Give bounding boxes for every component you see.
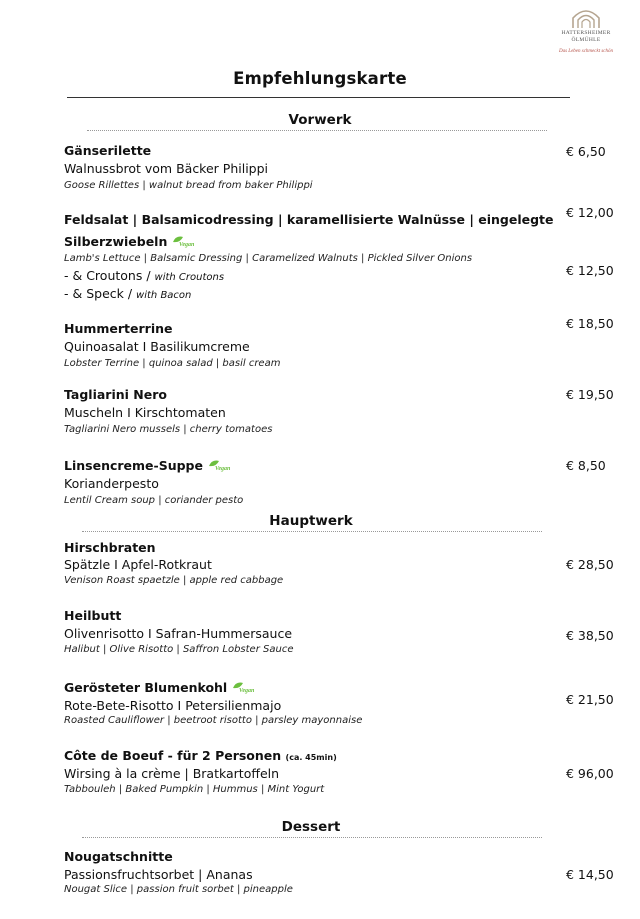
logo-name-line1: HATTERSHEIMER	[561, 30, 611, 36]
section-divider	[82, 531, 542, 532]
item-english: Nougat Slice | passion fruit sorbet | pineapple	[64, 884, 293, 895]
item-option-croutons: - & Croutons / with Croutons	[64, 268, 225, 283]
item-name: Heilbutt	[64, 608, 122, 623]
item-name: Nougatschnitte	[64, 849, 173, 864]
item-description: Korianderpesto	[64, 476, 159, 491]
item-price: € 38,50	[566, 628, 614, 643]
item-english: Lobster Terrine | quinoa salad | basil cream	[64, 358, 281, 369]
item-english: Goose Rillettes | walnut bread from baker Philippi	[64, 180, 313, 191]
item-name: Gerösteter Blumenkohl	[64, 680, 228, 695]
item-description: Passionsfruchtsorbet | Ananas	[64, 867, 253, 882]
vegan-leaf-icon	[171, 234, 199, 248]
item-price: € 14,50	[566, 867, 614, 882]
item-english: Lentil Cream soup | coriander pesto	[64, 495, 244, 506]
item-name-text: Silberzwiebeln	[64, 234, 168, 249]
svg-text:Vegan: Vegan	[214, 466, 231, 472]
item-name: Gänserilette	[64, 143, 152, 158]
mill-roof-icon	[570, 6, 602, 30]
logo-tagline: Das Leben schmeckt schön	[558, 49, 613, 54]
item-name-row	[64, 748, 337, 763]
item-option-speck: - & Speck / with Bacon	[64, 286, 192, 301]
item-price: € 12,00	[566, 205, 614, 220]
item-name: Hirschbraten	[64, 540, 156, 555]
item-name-line2	[64, 234, 199, 249]
vegan-leaf-icon	[231, 680, 259, 694]
vegan-leaf-icon	[207, 458, 235, 472]
section-hauptwerk-heading: Hauptwerk	[269, 513, 353, 529]
page-title: Empfehlungskarte	[233, 69, 407, 88]
item-english: Venison Roast spaetzle | apple red cabbage	[64, 575, 284, 586]
svg-text:Vegan: Vegan	[179, 242, 195, 248]
item-price: € 28,50	[566, 557, 614, 572]
item-english: Roasted Cauliflower | beetroot risotto | parsley mayonnaise	[64, 715, 363, 726]
item-price: € 6,50	[566, 144, 606, 159]
item-english: Tabbouleh | Baked Pumpkin | Hummus | Mint Yogurt	[64, 784, 325, 795]
item-name: Linsencreme-Suppe	[64, 458, 203, 473]
item-description: Walnussbrot vom Bäcker Philippi	[64, 161, 269, 176]
section-dessert-heading: Dessert	[281, 819, 341, 835]
item-duration-note: (ca. 45min)	[285, 753, 337, 762]
section-divider	[82, 837, 542, 838]
item-name: Côte de Boeuf - für 2 Personen	[64, 748, 282, 763]
item-description: Quinoasalat I Basilikumcreme	[64, 339, 250, 354]
title-divider	[67, 97, 570, 98]
item-english: Lamb's Lettuce | Balsamic Dressing | Caramelized Walnuts | Pickled Silver Onions	[64, 253, 473, 264]
item-name-row	[64, 680, 259, 695]
section-vorwerk-heading: Vorwerk	[288, 112, 352, 128]
item-price: € 21,50	[566, 692, 614, 707]
item-description: Wirsing à la crème | Bratkartoffeln	[64, 766, 280, 781]
item-description: Olivenrisotto I Safran-Hummersauce	[64, 626, 293, 641]
logo-name-line2: ÖLMÜHLE	[571, 37, 601, 43]
item-price: € 19,50	[566, 387, 614, 402]
item-price: € 18,50	[566, 316, 614, 331]
item-description: Muscheln I Kirschtomaten	[64, 405, 226, 420]
item-name: Tagliarini Nero	[64, 387, 167, 402]
svg-text:Vegan: Vegan	[239, 688, 255, 694]
item-name-row	[64, 458, 235, 473]
item-price: € 8,50	[566, 458, 606, 473]
restaurant-logo	[553, 6, 619, 54]
item-english: Halibut | Olive Risotto | Saffron Lobster Sauce	[64, 644, 294, 655]
item-option-price: € 12,50	[566, 263, 614, 278]
section-divider	[87, 130, 547, 131]
item-english: Tagliarini Nero mussels | cherry tomatoes	[64, 424, 273, 435]
item-name: Feldsalat | Balsamicodressing | karamellisierte Walnüsse | eingelegte	[64, 212, 554, 227]
item-price: € 96,00	[566, 766, 614, 781]
item-name: Hummerterrine	[64, 321, 173, 336]
item-description: Spätzle I Apfel-Rotkraut	[64, 557, 212, 572]
item-description: Rote-Bete-Risotto I Petersilienmajo	[64, 698, 282, 713]
